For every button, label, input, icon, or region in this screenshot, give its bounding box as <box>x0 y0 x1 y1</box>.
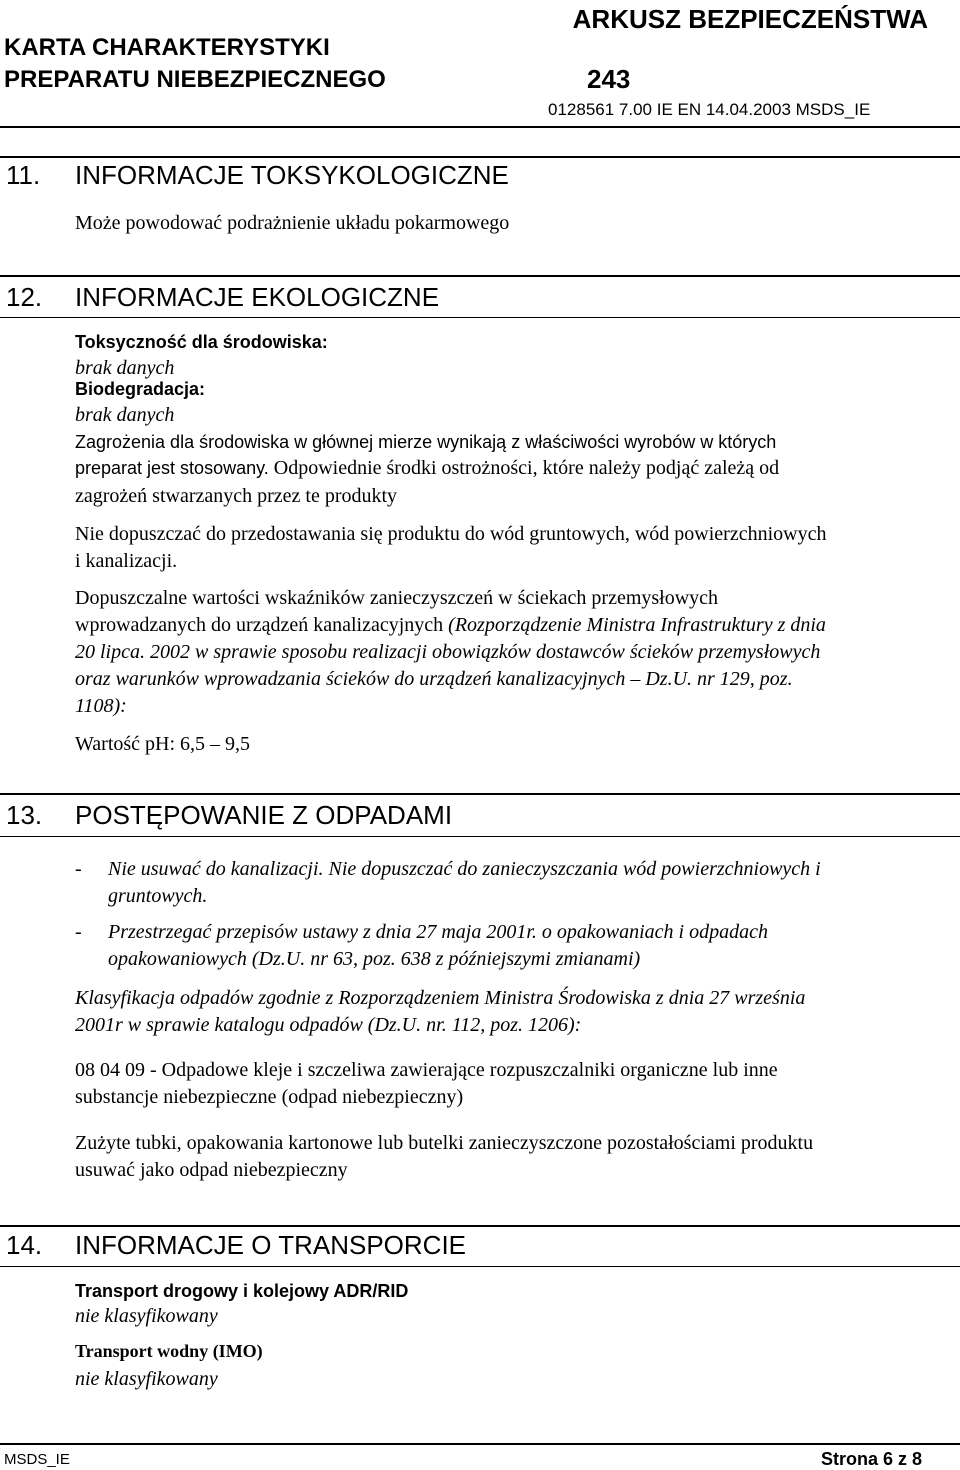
section-number: 11. <box>6 160 41 190</box>
hazards-text-sans: preparat jest stosowany. <box>75 458 269 478</box>
sea-transport-value: nie klasyfikowany <box>75 1368 218 1390</box>
section-11-top-rule <box>0 156 960 158</box>
toxicity-value: brak danych <box>75 357 175 379</box>
section-title: INFORMACJE TOKSYKOLOGICZNE <box>75 160 509 190</box>
road-transport-label: Transport drogowy i kolejowy ADR/RID <box>75 1281 409 1301</box>
used-packaging-line: Zużyte tubki, opakowania kartonowe lub butelki zanieczyszczone pozostałościami produktu <box>75 1132 814 1154</box>
limits-line: oraz warunków wprowadzania ścieków do urządzeń kanalizacyjnych – Dz.U. nr 129, poz. <box>75 668 793 690</box>
product-number: 243 <box>587 64 631 94</box>
header-title-line1: KARTA CHARAKTERYSTYKI <box>4 34 330 61</box>
road-transport-value: nie klasyfikowany <box>75 1305 218 1327</box>
header-right-title: ARKUSZ BEZPIECZEŃSTWA <box>572 4 928 34</box>
section-title: POSTĘPOWANIE Z ODPADAMI <box>75 800 453 830</box>
hazards-text-serif: Odpowiednie środki ostrożności, które należy podjąć zależą od <box>268 457 780 479</box>
waste-code-line: substancje niebezpieczne (odpad niebezpieczny) <box>75 1086 464 1108</box>
limits-regulation: (Rozporządzenie Ministra Infrastruktury z dnia <box>448 614 826 636</box>
classification-line: 2001r w sprawie katalogu odpadów (Dz.U. nr. 112, poz. 1206): <box>75 1014 582 1036</box>
bullet-dash: - <box>75 858 82 880</box>
bullet-dash: - <box>75 921 82 943</box>
limits-text: wprowadzanych do urządzeń kanalizacyjnych <box>75 614 449 636</box>
document-reference: 0128561 7.00 IE EN 14.04.2003 MSDS_IE <box>548 100 871 119</box>
limits-line <box>75 612 826 639</box>
biodegradation-label: Biodegradacja: <box>75 379 206 399</box>
section-number: 13. <box>6 800 43 830</box>
section-number: 12. <box>6 282 43 312</box>
ph-value: Wartość pH: 6,5 – 9,5 <box>75 733 251 755</box>
used-packaging-line: usuwać jako odpad niebezpieczny <box>75 1159 348 1181</box>
limits-line: Dopuszczalne wartości wskaźników zanieczyszczeń w ściekach przemysłowych <box>75 587 719 609</box>
classification-line: Klasyfikacja odpadów zgodnie z Rozporządzeniem Ministra Środowiska z dnia 27 września <box>75 987 806 1009</box>
section-12-top-rule <box>0 275 960 277</box>
waste-code-line: 08 04 09 - Odpadowe kleje i szczeliwa zawierające rozpuszczalniki organiczne lub inne <box>75 1059 778 1081</box>
waste-rule-line: Nie usuwać do kanalizacji. Nie dopuszczać do zanieczyszczania wód powierzchniowych i <box>108 858 821 880</box>
toxicology-text: Może powodować podrażnienie układu pokarmowego <box>75 212 510 234</box>
hazards-line <box>75 457 779 480</box>
header-title-line2: PREPARATU NIEBEZPIECZNEGO <box>4 66 386 93</box>
section-number: 14. <box>6 1230 43 1260</box>
section-14-top-rule <box>0 1225 960 1227</box>
section-title: INFORMACJE EKOLOGICZNE <box>75 282 440 312</box>
hazards-line: Zagrożenia dla środowiska w głównej mierze wynikają z właściwości wyrobów w których <box>75 432 777 452</box>
section-13-top-rule <box>0 793 960 795</box>
biodegradation-value: brak danych <box>75 404 175 426</box>
footer-rule <box>0 1443 960 1445</box>
limits-line: 20 lipca. 2002 w sprawie sposobu realizacji obowiązków dostawców ścieków przemysłowych <box>75 641 821 663</box>
footer-doc-id: MSDS_IE <box>4 1451 70 1468</box>
no-release-line: Nie dopuszczać do przedostawania się produktu do wód gruntowych, wód powierzchniowych <box>75 523 827 545</box>
toxicity-label: Toksyczność dla środowiska: <box>75 332 328 352</box>
limits-line: 1108): <box>75 695 127 717</box>
waste-rule-line: gruntowych. <box>108 885 208 907</box>
waste-rule-line: Przestrzegać przepisów ustawy z dnia 27 maja 2001r. o opakowaniach i odpadach <box>108 921 768 943</box>
waste-rule-line: opakowaniowych (Dz.U. nr 63, poz. 638 z późniejszymi zmianami) <box>108 948 641 970</box>
no-release-line: i kanalizacji. <box>75 550 178 572</box>
hazards-line: zagrożeń stwarzanych przez te produkty <box>75 485 398 507</box>
sea-transport-label: Transport wodny (IMO) <box>75 1341 263 1361</box>
page-number: Strona 6 z 8 <box>820 1449 922 1469</box>
header-rule <box>0 126 960 128</box>
section-12-bottom-rule <box>0 317 960 318</box>
section-title: INFORMACJE O TRANSPORCIE <box>75 1230 467 1260</box>
section-13-bottom-rule <box>0 836 960 837</box>
section-14-bottom-rule <box>0 1266 960 1267</box>
